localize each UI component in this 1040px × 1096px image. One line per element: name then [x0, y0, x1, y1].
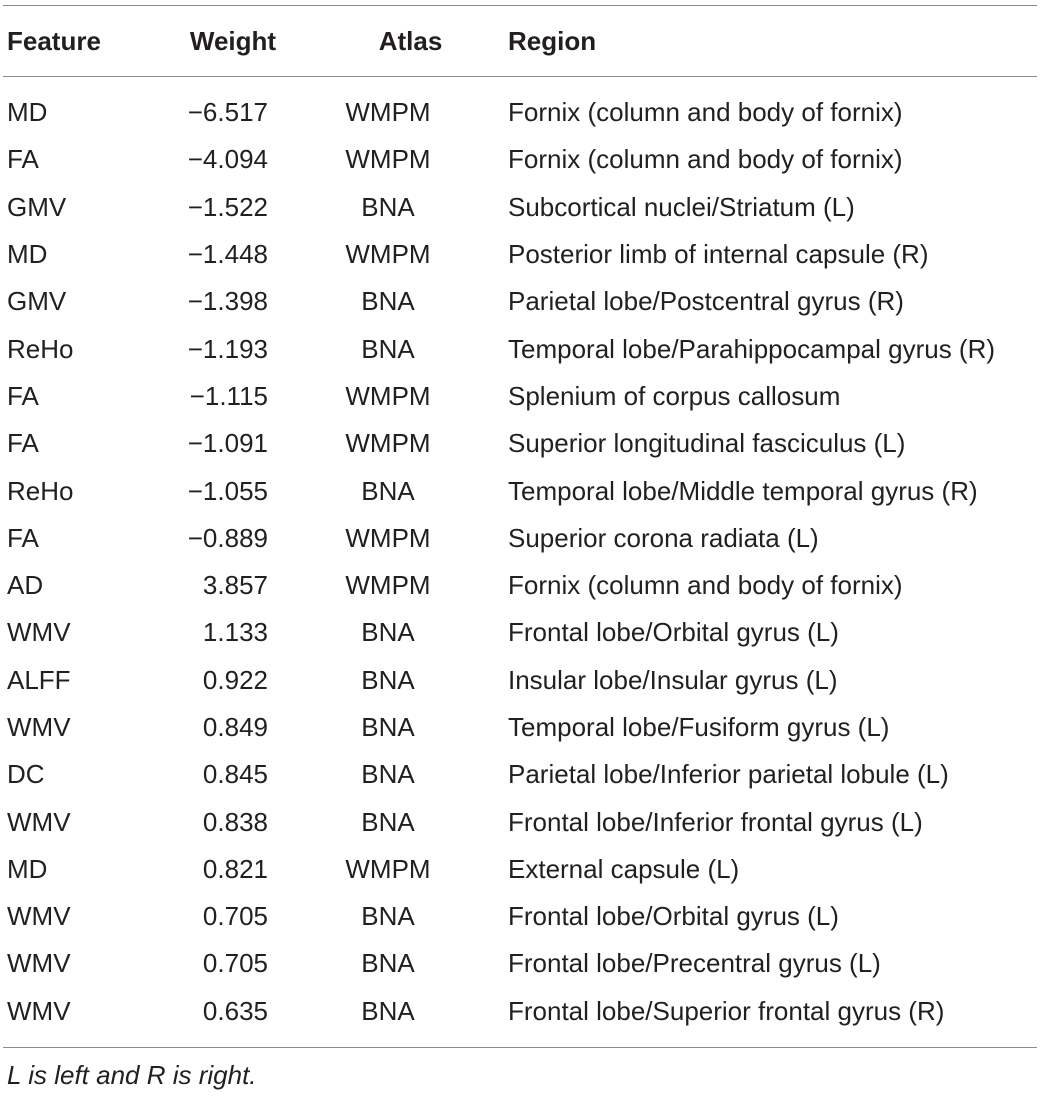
- cell-atlas: BNA: [361, 901, 415, 932]
- cell-feature: WMV: [7, 712, 71, 742]
- cell-weight: −1.448: [187, 239, 268, 270]
- cell-feature: WMV: [7, 806, 71, 837]
- cell-weight: −1.193: [187, 333, 268, 364]
- cell-region: Frontal lobe/Inferior frontal gyrus (L): [508, 806, 923, 837]
- cell-atlas: BNA: [361, 712, 415, 742]
- cell-region: Parietal lobe/Postcentral gyrus (R): [508, 286, 904, 317]
- cell-atlas: BNA: [361, 617, 415, 648]
- feature-weight-table: [3, 0, 1037, 1091]
- cell-weight: 0.635: [202, 995, 268, 1026]
- cell-weight: 0.838: [202, 806, 268, 837]
- table-row: [3, 89, 1037, 136]
- cell-feature: ReHo: [7, 475, 74, 506]
- table-header-row: [3, 6, 1037, 76]
- cell-region: Fornix (column and body of fornix): [508, 97, 903, 128]
- table-row: [3, 657, 1037, 704]
- cell-feature: ReHo: [7, 333, 74, 364]
- cell-atlas: BNA: [361, 806, 415, 837]
- table-row: [3, 231, 1037, 278]
- table-row: [3, 846, 1037, 893]
- cell-feature: WMV: [7, 995, 71, 1026]
- table-row: [3, 893, 1037, 940]
- cell-region: Fornix (column and body of fornix): [508, 570, 903, 601]
- cell-region: Frontal lobe/Orbital gyrus (L): [508, 901, 839, 932]
- cell-weight: 0.845: [202, 759, 268, 790]
- cell-feature: DC: [7, 759, 45, 790]
- table-footnote: L is left and R is right.: [7, 1059, 257, 1090]
- cell-atlas: WMPM: [345, 522, 431, 553]
- table-row: [3, 325, 1037, 372]
- cell-region: Posterior limb of internal capsule (R): [508, 239, 929, 270]
- cell-atlas: WMPM: [345, 570, 431, 601]
- cell-atlas: WMPM: [345, 97, 431, 128]
- cell-feature: WMV: [7, 948, 71, 979]
- cell-atlas: BNA: [361, 948, 415, 979]
- table-row: [3, 940, 1037, 987]
- cell-atlas: BNA: [361, 664, 415, 695]
- cell-feature: GMV: [7, 191, 67, 222]
- cell-feature: FA: [7, 522, 39, 553]
- header-feature: Feature: [7, 25, 101, 56]
- table-row: [3, 184, 1037, 231]
- header-atlas: Atlas: [378, 25, 443, 56]
- table-row: [3, 609, 1037, 656]
- cell-feature: FA: [7, 428, 39, 459]
- cell-weight: 3.857: [202, 570, 268, 601]
- cell-region: Splenium of corpus callosum: [508, 380, 841, 411]
- cell-atlas: BNA: [361, 759, 415, 790]
- table-row: [3, 562, 1037, 609]
- table-row: [3, 798, 1037, 845]
- cell-feature: WMV: [7, 617, 71, 648]
- table-row: [3, 751, 1037, 798]
- header-weight: Weight: [189, 25, 277, 56]
- cell-feature: GMV: [7, 286, 67, 317]
- cell-weight: −1.091: [187, 428, 268, 459]
- cell-weight: −4.094: [187, 144, 268, 175]
- cell-feature: MD: [7, 853, 48, 884]
- header-region: Region: [508, 25, 597, 56]
- table-row: [3, 467, 1037, 514]
- cell-weight: −1.115: [189, 380, 268, 411]
- cell-region: Insular lobe/Insular gyrus (L): [508, 664, 838, 695]
- cell-feature: WMV: [7, 901, 71, 932]
- cell-weight: 0.705: [202, 901, 268, 932]
- cell-feature: ALFF: [7, 664, 71, 695]
- cell-weight: −1.055: [187, 475, 268, 506]
- cell-atlas: BNA: [361, 475, 415, 506]
- cell-region: Parietal lobe/Inferior parietal lobule (L): [508, 759, 949, 790]
- cell-region: Frontal lobe/Orbital gyrus (L): [508, 617, 839, 648]
- table-body: [3, 77, 1037, 1047]
- cell-feature: FA: [7, 380, 39, 411]
- cell-weight: 1.133: [202, 617, 268, 648]
- cell-weight: −6.517: [187, 97, 268, 128]
- cell-weight: 0.922: [202, 664, 268, 695]
- cell-atlas: BNA: [361, 333, 415, 364]
- cell-region: Frontal lobe/Superior frontal gyrus (R): [508, 995, 945, 1026]
- cell-feature: MD: [7, 239, 48, 270]
- cell-region: Frontal lobe/Precentral gyrus (L): [508, 948, 881, 979]
- table-row: [3, 278, 1037, 325]
- cell-weight: −1.398: [187, 286, 268, 317]
- cell-region: Superior longitudinal fasciculus (L): [508, 428, 906, 459]
- cell-atlas: WMPM: [345, 853, 431, 884]
- cell-feature: AD: [7, 570, 44, 601]
- cell-atlas: BNA: [361, 191, 415, 222]
- cell-atlas: WMPM: [345, 428, 431, 459]
- cell-region: Fornix (column and body of fornix): [508, 144, 903, 175]
- cell-atlas: BNA: [361, 995, 415, 1026]
- cell-region: Temporal lobe/Fusiform gyrus (L): [508, 712, 890, 742]
- cell-weight: 0.849: [202, 712, 268, 742]
- table-row: [3, 373, 1037, 420]
- table-row: [3, 515, 1037, 562]
- table-row: [3, 704, 1037, 751]
- cell-atlas: WMPM: [345, 239, 431, 270]
- cell-atlas: WMPM: [345, 144, 431, 175]
- cell-region: Superior corona radiata (L): [508, 522, 819, 553]
- table-row: [3, 136, 1037, 183]
- table-row: [3, 988, 1037, 1035]
- cell-region: Temporal lobe/Middle temporal gyrus (R): [508, 475, 978, 506]
- cell-weight: −1.522: [187, 191, 268, 222]
- cell-weight: 0.705: [202, 948, 268, 979]
- cell-atlas: BNA: [361, 286, 415, 317]
- cell-atlas: WMPM: [345, 380, 431, 411]
- cell-region: Subcortical nuclei/Striatum (L): [508, 191, 855, 222]
- cell-region: Temporal lobe/Parahippocampal gyrus (R): [508, 333, 996, 364]
- cell-feature: FA: [7, 144, 39, 175]
- cell-weight: 0.821: [202, 853, 268, 884]
- table-row: [3, 420, 1037, 467]
- cell-weight: −0.889: [187, 522, 268, 553]
- cell-region: External capsule (L): [508, 853, 740, 884]
- cell-feature: MD: [7, 97, 48, 128]
